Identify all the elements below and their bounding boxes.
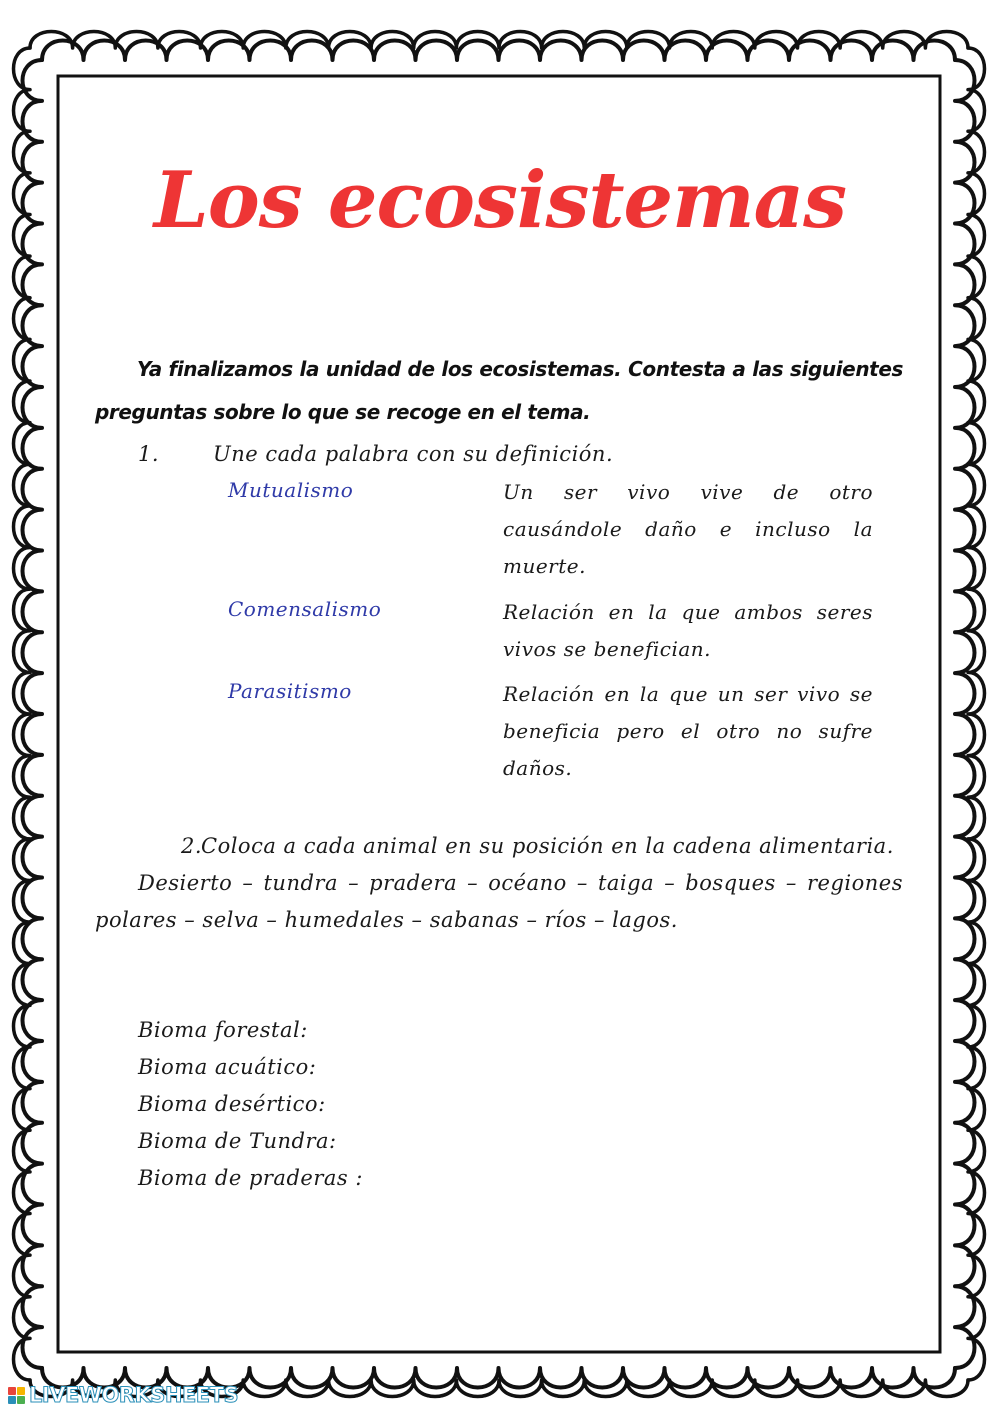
question-1-number: 1. (138, 442, 160, 466)
term-mutualismo[interactable]: Mutualismo (228, 478, 354, 502)
intro-paragraph: Ya finalizamos la unidad de los ecosistemas. Contesta a las siguientes preguntas sobre lo que se recoge en el tema. (95, 357, 903, 424)
biome-options-list: Desierto – tundra – pradera – océano – taiga – bosques – regiones polares – selva – humedales – sabanas – ríos – lagos. (95, 871, 903, 932)
liveworksheets-brand-text: LIVEWORKSHEETS (29, 1383, 239, 1407)
biome-acuatico-label[interactable]: Bioma acuático: (138, 1055, 317, 1079)
question-2-instruction: Coloca a cada animal en su posición en la cadena alimentaria. (201, 834, 894, 858)
definition-1[interactable]: Un ser vivo vive de otro causándole daño e incluso la muerte. (503, 480, 873, 578)
question-2 (95, 828, 903, 939)
logo-square-yellow (17, 1387, 25, 1395)
term-parasitismo[interactable]: Parasitismo (228, 679, 352, 703)
biome-forestal-label[interactable]: Bioma forestal: (138, 1018, 308, 1042)
question-2-heading (95, 828, 903, 865)
page-title: Los ecosistemas (153, 155, 847, 246)
logo-square-red (8, 1387, 16, 1395)
logo-square-green (17, 1396, 25, 1404)
question-1 (138, 436, 613, 473)
question-1-instruction: Une cada palabra con su definición. (213, 442, 614, 466)
liveworksheets-logo-icon (8, 1387, 25, 1404)
border-scallop-line (968, 48, 985, 1380)
question-2-number: 2. (181, 834, 203, 858)
logo-square-blue (8, 1396, 16, 1404)
term-comensalismo[interactable]: Comensalismo (228, 597, 382, 621)
definition-2[interactable]: Relación en la que ambos seres vivos se benefician. (503, 600, 873, 661)
definition-3[interactable]: Relación en la que un ser vivo se beneficia pero el otro no sufre daños. (503, 682, 873, 780)
biome-tundra-label[interactable]: Bioma de Tundra: (138, 1129, 337, 1153)
liveworksheets-logo[interactable] (8, 1383, 238, 1407)
biome-praderas-label[interactable]: Bioma de praderas : (138, 1166, 363, 1190)
biome-desertico-label[interactable]: Bioma desértico: (138, 1092, 326, 1116)
